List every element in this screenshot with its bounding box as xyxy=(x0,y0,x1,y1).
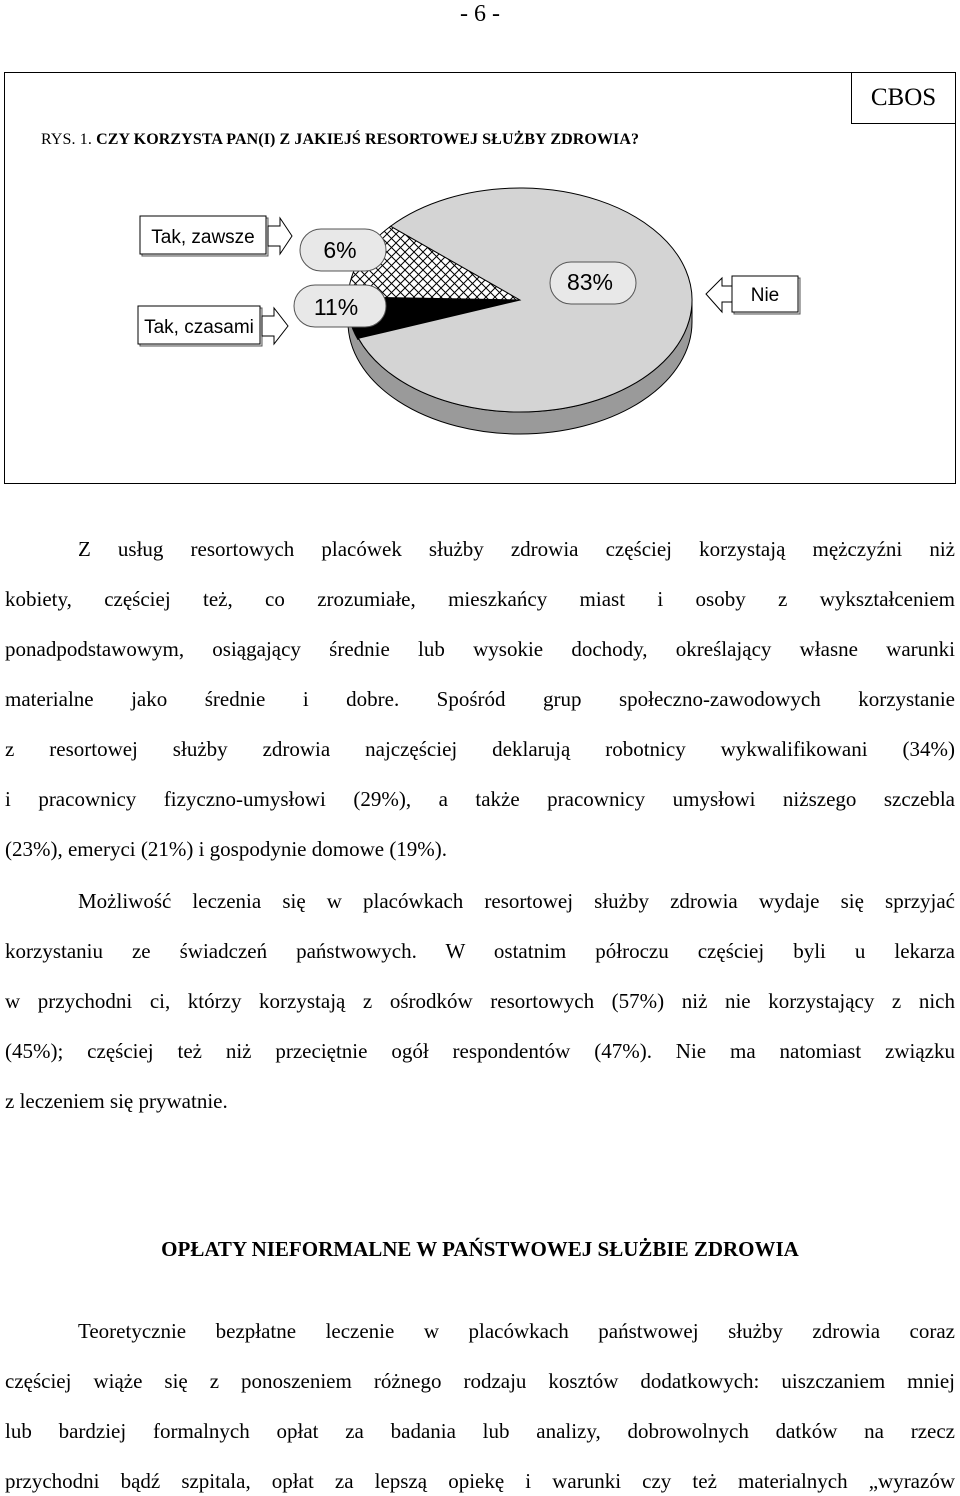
paragraph-2-line: z leczeniem się prywatnie. xyxy=(5,1089,228,1113)
paragraph-2-line: Możliwość leczenia się w placówkach resortowej służby zdrowia wydaje się sprzyjać xyxy=(78,889,955,913)
label-tak-czasami-group xyxy=(138,306,288,346)
paragraph-1-line: (23%), emeryci (21%) i gospodynie domowe (19%). xyxy=(5,837,448,861)
page-number: - 6 - xyxy=(460,1,500,27)
label-tak-zawsze: Tak, zawsze xyxy=(151,227,255,248)
pie-chart xyxy=(0,0,960,490)
value-tak-czasami: 11% xyxy=(313,294,359,320)
paragraph-1-line: i pracownicy fizyczno-umysłowi (29%), a także pracownicy umysłowi niższego szczebla xyxy=(5,787,955,811)
section-heading: OPŁATY NIEFORMALNE W PAŃSTWOWEJ SŁUŻBIE ZDROWIA xyxy=(161,1237,799,1261)
label-tak-zawsze-group xyxy=(140,216,292,256)
paragraph-3-line: częściej wiąże się z ponoszeniem różnego rodzaju kosztów dodatkowych: uiszczaniem mniej xyxy=(5,1369,955,1393)
paragraph-3-line: lub bardziej formalnych opłat za badania lub analizy, dobrowolnych datków na rzecz xyxy=(5,1419,955,1443)
label-tak-czasami: Tak, czasami xyxy=(144,317,254,338)
paragraph-3-line: Teoretycznie bezpłatne leczenie w placówkach państwowej służby zdrowia coraz xyxy=(78,1319,955,1343)
label-nie-group xyxy=(706,276,800,314)
paragraph-1-line: Z usług resortowych placówek służby zdrowia częściej korzystają mężczyźni niż xyxy=(78,537,955,561)
paragraph-1-line: materialne jako średnie i dobre. Spośród grup społeczno-zawodowych korzystanie xyxy=(5,687,955,711)
paragraph-1-line: ponadpodstawowym, osiągający średnie lub wysokie dochody, określający własne warunki xyxy=(5,637,955,661)
value-6-group xyxy=(300,229,386,271)
paragraph-3-line: przychodni bądź szpitala, opłat za lepszą opiekę i warunki czy też materialnych „wyrazów xyxy=(5,1469,955,1493)
pie-slices xyxy=(348,188,692,434)
paragraph-2-line: korzystaniu ze świadczeń państwowych. W ostatnim półroczu częściej byli u lekarza xyxy=(5,939,955,963)
paragraph-2-line: w przychodni ci, którzy korzystają z ośrodków resortowych (57%) niż nie korzystający z nich xyxy=(5,989,955,1013)
figure-title-prefix: RYS. 1. xyxy=(41,131,92,148)
value-tak-zawsze: 6% xyxy=(323,237,357,263)
publisher-badge: CBOS xyxy=(851,72,956,124)
value-nie: 83% xyxy=(566,269,614,295)
paragraph-1-line: kobiety, częściej też, co zrozumiałe, mieszkańcy miast i osoby z wykształceniem xyxy=(5,587,955,611)
value-11-group xyxy=(294,285,386,327)
figure-title-text: CZY KORZYSTA PAN(I) Z JAKIEJŚ RESORTOWEJ SŁUŻBY ZDROWIA? xyxy=(96,131,640,148)
value-83-group xyxy=(550,262,636,304)
paragraph-1-line: z resortowej służby zdrowia najczęściej deklarują robotnicy wykwalifikowani (34%) xyxy=(5,737,955,761)
label-nie: Nie xyxy=(750,285,780,306)
paragraph-2-line: (45%); częściej też niż przeciętnie ogół respondentów (47%). Nie ma natomiast związku xyxy=(5,1039,955,1063)
